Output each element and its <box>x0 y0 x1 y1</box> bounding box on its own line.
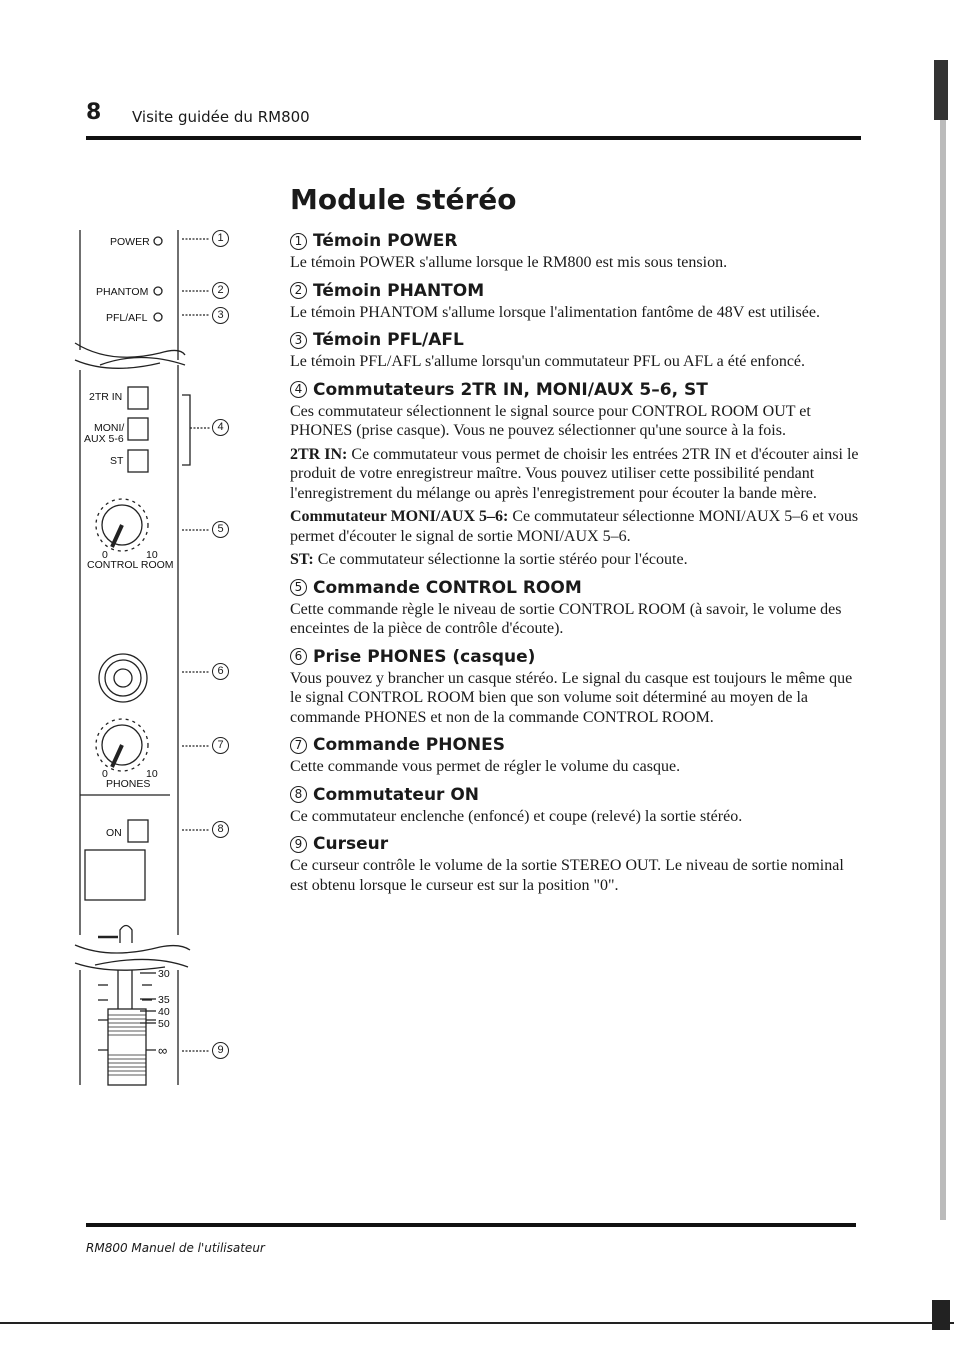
section-heading <box>290 230 860 252</box>
section-paragraph <box>290 445 860 504</box>
section-number: 9 <box>290 836 307 853</box>
section-paragraph <box>290 303 860 323</box>
section <box>290 646 860 728</box>
section-title: Témoin POWER <box>313 231 458 251</box>
section-list <box>290 230 860 895</box>
control-room-min: 0 <box>102 549 108 561</box>
section-paragraph <box>290 253 860 273</box>
callout-9: 9 <box>212 1042 229 1059</box>
section-number: 5 <box>290 579 307 596</box>
section-heading <box>290 379 860 401</box>
stereo-module-panel <box>70 225 270 1095</box>
moni-label: MONI/ <box>94 422 125 434</box>
paragraph-text: Ce commutateur sélectionne la sortie stéréo pour l'écoute. <box>313 551 688 568</box>
section-heading <box>290 577 860 599</box>
section-paragraph <box>290 402 860 441</box>
callout-4: 4 <box>212 419 229 436</box>
control-room-label: CONTROL ROOM <box>87 559 174 571</box>
section-paragraph <box>290 550 860 570</box>
section <box>290 280 860 323</box>
page-number: 8 <box>86 100 102 125</box>
section <box>290 784 860 827</box>
section-title: Commutateurs 2TR IN, MONI/AUX 5–6, ST <box>313 379 708 400</box>
callout-5: 5 <box>212 521 229 538</box>
paragraph-text: Ces commutateur sélectionnent le signal source pour CONTROL ROOM OUT et PHONES (prise casque). Vous ne pouvez sélectionner qu'une source à la fois. <box>290 402 811 439</box>
footer-text: RM800 Manuel de l'utilisateur <box>86 1241 265 1255</box>
section-title: Prise PHONES (casque) <box>313 646 536 667</box>
panel-drawing <box>70 225 270 1095</box>
section-number: 3 <box>290 332 307 349</box>
two-tr-in-label: 2TR IN <box>89 391 123 403</box>
aux-label: AUX 5-6 <box>84 433 124 445</box>
fader-mark-50: 50 <box>158 1018 170 1030</box>
callout-1: 1 <box>212 230 229 247</box>
section-heading <box>290 784 860 806</box>
callout-2: 2 <box>212 282 229 299</box>
section-heading <box>290 734 860 756</box>
section-title: Commande CONTROL ROOM <box>313 577 582 598</box>
phones-max: 10 <box>146 768 158 780</box>
callout-8: 8 <box>212 821 229 838</box>
section-paragraph <box>290 807 860 827</box>
callout-7: 7 <box>212 737 229 754</box>
power-label: POWER <box>110 236 150 248</box>
section <box>290 329 860 372</box>
section-number: 1 <box>290 233 307 250</box>
header-rule <box>86 136 861 140</box>
section-paragraph <box>290 352 860 372</box>
section-number: 2 <box>290 282 307 299</box>
page-title: Module stéréo <box>290 183 517 216</box>
section-paragraph <box>290 856 860 895</box>
section-paragraph <box>290 757 860 777</box>
section <box>290 833 860 895</box>
page-bottom-edge <box>0 1322 954 1324</box>
section <box>290 577 860 639</box>
section-number: 7 <box>290 737 307 754</box>
paragraph-text: Ce commutateur sélectionne MONI/AUX 5–6 et vous permet d'écouter le signal de sortie MONI/AUX 5–6. <box>290 508 859 545</box>
section-title: Curseur <box>313 834 389 854</box>
fader-mark-40: 40 <box>158 1006 170 1018</box>
paragraph-lead: ST: <box>290 551 314 568</box>
paragraph-lead: Commutateur MONI/AUX 5–6: <box>290 508 509 525</box>
section <box>290 734 860 777</box>
phones-min: 0 <box>102 768 108 780</box>
scan-edge-shadow <box>928 60 950 1330</box>
fader-mark-30: 30 <box>158 968 170 980</box>
section-heading <box>290 646 860 668</box>
control-room-max: 10 <box>146 549 158 561</box>
section-title: Commutateur ON <box>313 784 480 805</box>
paragraph-text: Vous pouvez y brancher un casque stéréo. Le signal du casque est toujours le même que le signal CONTROL ROOM bien que son volume soit déterminé au moyen de la commande PHONES et non de la commande CONTROL ROOM. <box>290 669 853 726</box>
section-number: 8 <box>290 786 307 803</box>
pfl-afl-label: PFL/AFL <box>106 312 148 324</box>
section-heading <box>290 329 860 351</box>
callout-3: 3 <box>212 307 229 324</box>
section-title: Commande PHONES <box>313 735 505 755</box>
paragraph-lead: 2TR IN: <box>290 445 348 463</box>
section-heading <box>290 833 860 855</box>
fader-mark-infinity: ∞ <box>158 1043 168 1058</box>
section-title: Témoin PHANTOM <box>313 280 485 301</box>
paragraph-text: Ce commutateur vous permet de choisir les entrées 2TR IN et d'écouter ainsi le produit de votre enregistreur maître. Vous pouvez utiliser cette possibilité pendant l'enregistrement du mélange ou après l'enregistrement pour écouter la bande mère. <box>290 445 859 502</box>
section-number: 4 <box>290 381 307 398</box>
paragraph-text: Le témoin POWER s'allume lorsque le RM800 est mis sous tension. <box>290 254 728 271</box>
section-paragraph <box>290 600 860 639</box>
paragraph-text: Le témoin PHANTOM s'allume lorsque l'alimentation fantôme de 48V est utilisée. <box>290 303 820 321</box>
paragraph-text: Le témoin PFL/AFL s'allume lorsqu'un commutateur PFL ou AFL a été enfoncé. <box>290 353 806 370</box>
paragraph-text: Cette commande règle le niveau de sortie CONTROL ROOM (à savoir, le volume des enceintes de la pièce de contrôle d'écoute). <box>290 600 842 637</box>
section-paragraph <box>290 669 860 728</box>
section <box>290 379 860 570</box>
footer-rule <box>86 1223 856 1227</box>
paragraph-text: Ce commutateur enclenche (enfoncé) et coupe (relevé) la sortie stéréo. <box>290 807 743 825</box>
phantom-label: PHANTOM <box>96 286 149 298</box>
paragraph-text: Ce curseur contrôle le volume de la sortie STEREO OUT. Le niveau de sortie nominal est obtenu lorsque le curseur est sur la position "0". <box>290 857 844 894</box>
fader-mark-35: 35 <box>158 994 170 1006</box>
section-heading <box>290 280 860 302</box>
section <box>290 230 860 273</box>
callout-6: 6 <box>212 663 229 680</box>
paragraph-text: Cette commande vous permet de régler le volume du casque. <box>290 758 681 775</box>
running-title: Visite guidée du RM800 <box>132 108 310 126</box>
st-label: ST <box>110 455 124 467</box>
section-paragraph <box>290 507 860 546</box>
section-number: 6 <box>290 648 307 665</box>
section-title: Témoin PFL/AFL <box>313 330 464 350</box>
phones-label: PHONES <box>106 778 151 790</box>
on-label: ON <box>106 827 122 839</box>
main-content <box>290 180 860 902</box>
